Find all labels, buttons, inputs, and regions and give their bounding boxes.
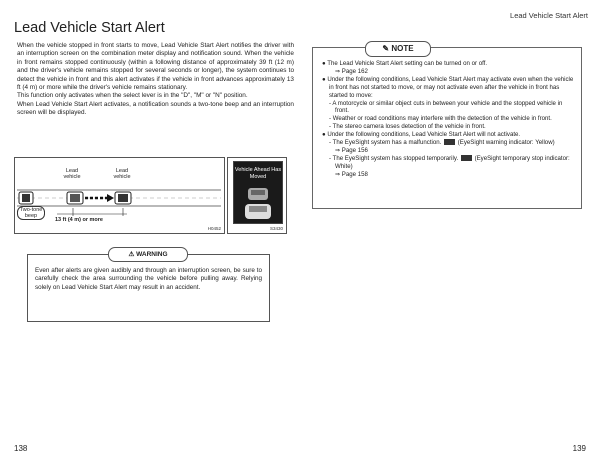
- lead-vehicle-label: Lead vehicle: [63, 168, 81, 180]
- note-heading-text: NOTE: [391, 44, 414, 53]
- figure-code: H0452: [207, 226, 221, 231]
- eyesight-temporary-stop-icon: [461, 155, 472, 161]
- lead-vehicle-label: Lead vehicle: [113, 168, 131, 180]
- note-subitem: - Weather or road conditions may interfere with the detection of the vehicle in front.: [329, 115, 552, 123]
- note-subitem-text: (EyeSight warning indicator: Yellow): [457, 139, 555, 147]
- note-bullet: ● Under the following conditions, Lead Vehicle Start Alert may activate even when the vehicle in front has not started to move, or may not activate even after the vehicle in front has started to move:: [322, 75, 574, 99]
- note-subitem: - A motorcycle or similar object cuts in between your vehicle and the stopped vehicle in front.: [329, 99, 563, 115]
- note-box: [312, 44, 582, 209]
- note-bullet-text: Under the following conditions, Lead Vehicle Start Alert may activate even when the vehicle in front has not started to move, or may not activate even after the vehicle in front has started to move:: [327, 75, 574, 99]
- note-subitem: - The stereo camera loses detection of the vehicle in front.: [329, 123, 486, 131]
- note-bullet: ● Under the following conditions, Lead Vehicle Start Alert will not activate.: [322, 131, 521, 139]
- alert-diagram: [14, 157, 225, 234]
- figure-code: S3430: [269, 226, 283, 231]
- page-title: Lead Vehicle Start Alert: [14, 20, 165, 36]
- note-bullet-text: Under the following conditions, Lead Vehicle Start Alert will not activate.: [327, 131, 521, 139]
- two-tone-beep-label: Two-tone beep: [17, 206, 45, 220]
- warning-text: Even after alerts are given audibly and through an interruption screen, be sure to carefully check the area surrounding the vehicle before pulling away. Relying solely on Lead Vehicle Start Alert may result in an accident.: [35, 267, 262, 291]
- note-bullet-text: The Lead Vehicle Start Alert setting can be turned on or off.: [327, 60, 488, 67]
- running-header: Lead Vehicle Start Alert: [510, 11, 588, 20]
- page-reference-link[interactable]: ⇒ Page 158: [335, 170, 368, 178]
- page-reference-link[interactable]: ⇒ Page 156: [335, 146, 368, 154]
- intro-paragraph: When the vehicle stopped in front starts to move, Lead Vehicle Start Alert notifies the driver with an interruption screen on the combination meter display and notification sound. When the vehicle in front remains stopped continuously (within a following distance of approximately 39 ft (12 m) and the driver's vehicle remains stopped for several seconds or longer), the system continues to detect the vehicle in front and this alert activates if the vehicle in front advances approximately 13 ft (4 m) or more while the driver's vehicle remains stationary.: [17, 42, 294, 92]
- warning-box: [27, 251, 270, 322]
- warning-heading: [108, 247, 188, 262]
- eyesight-warning-icon: [444, 139, 455, 145]
- intro-paragraph: This function only activates when the select lever is in the "D", "M" or "N" position.: [17, 92, 248, 100]
- intro-paragraph: When Lead Vehicle Start Alert activates, a notification sounds a two-tone beep and an interruption screen will be displayed.: [17, 100, 294, 117]
- note-subitem-text: - The EyeSight system has stopped temporarily.: [329, 154, 459, 162]
- note-body: [322, 60, 576, 179]
- car-icon: [234, 162, 282, 223]
- warning-heading-text: WARNING: [136, 251, 168, 258]
- screen-message: Vehicle Ahead Has Moved: [234, 167, 282, 180]
- page-number-left: 138: [14, 444, 28, 453]
- page-number-right: 139: [572, 444, 586, 453]
- note-subitem-text: - The EyeSight system has a malfunction.: [329, 139, 442, 147]
- note-subitem: [322, 139, 576, 147]
- intro-text: [17, 42, 294, 118]
- note-subitem: [322, 155, 576, 171]
- page-reference-link[interactable]: ⇒ Page 162: [335, 67, 368, 75]
- interruption-screen: [233, 161, 283, 224]
- warning-triangle-icon: ⚠: [128, 251, 137, 258]
- note-heading: [365, 41, 431, 57]
- note-bullet: ● The Lead Vehicle Start Alert setting can be turned on or off.: [322, 60, 488, 67]
- meter-display-figure: [227, 157, 287, 234]
- note-subitem-text: (EyeSight temporary stop indicator: White): [335, 154, 570, 170]
- distance-label: 13 ft (4 m) or more: [55, 217, 103, 223]
- note-pen-icon: ✎: [382, 44, 392, 53]
